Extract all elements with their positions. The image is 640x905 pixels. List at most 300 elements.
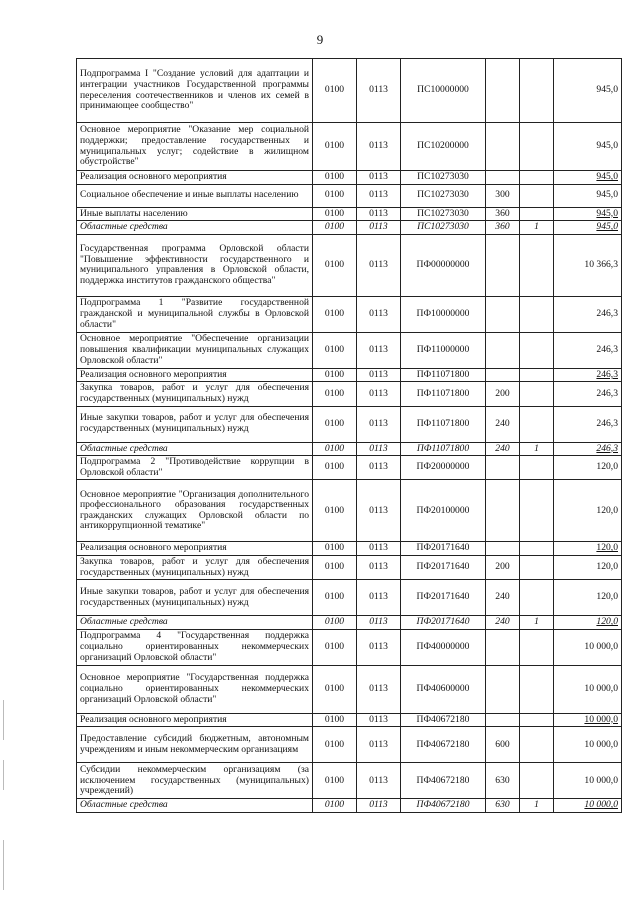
- row-name: [77, 616, 313, 630]
- row-subsection-text: 0113: [369, 461, 388, 473]
- row-section-text: 0100: [324, 221, 345, 233]
- row-name: [77, 171, 313, 185]
- table-row: [77, 763, 622, 799]
- row-target-article: [401, 406, 486, 442]
- row-section-text: 0100: [324, 387, 345, 399]
- row-subsection-text: 0113: [369, 713, 388, 725]
- row-expense-type-text: 240: [495, 442, 510, 454]
- row-name-text: Областные средства: [80, 799, 168, 811]
- row-subsection: [357, 296, 401, 332]
- row-amount-text: 120,0: [596, 591, 618, 603]
- row-section-text: 0100: [324, 258, 345, 270]
- row-name: [77, 713, 313, 727]
- row-expense-type: [486, 171, 520, 185]
- row-name-text: Закупка товаров, работ и услуг для обеспечения государственных (муниципальных) нужд: [80, 382, 309, 404]
- row-funding-source: [520, 184, 554, 207]
- row-subsection-text: 0113: [369, 140, 388, 152]
- row-amount-text: 10 000,0: [584, 640, 618, 652]
- row-subsection-text: 0113: [369, 682, 388, 694]
- row-target-article-text: ПФ11071800: [416, 368, 470, 380]
- row-amount-text: 246,3: [596, 307, 618, 319]
- row-subsection: [357, 406, 401, 442]
- row-section: [313, 456, 357, 480]
- row-target-article: [401, 629, 486, 665]
- row-subsection: [357, 480, 401, 542]
- row-name: [77, 123, 313, 171]
- row-subsection-text: 0113: [369, 640, 388, 652]
- row-expense-type: [486, 123, 520, 171]
- row-subsection-text: 0113: [369, 504, 388, 516]
- row-subsection: [357, 542, 401, 556]
- row-section: [313, 555, 357, 579]
- row-section: [313, 171, 357, 185]
- row-section-text: 0100: [324, 442, 345, 454]
- row-amount-text: 10 000,0: [584, 682, 618, 694]
- row-expense-type: [486, 59, 520, 123]
- row-expense-type: [486, 332, 520, 368]
- row-funding-source: [520, 629, 554, 665]
- row-name: [77, 480, 313, 542]
- row-name-text: Субсидии некоммерческим организациям (за исключением государственных (муниципальных) учреждений): [80, 763, 309, 797]
- row-funding-source-text: 1: [534, 442, 539, 454]
- row-funding-source: [520, 207, 554, 221]
- row-funding-source: [520, 406, 554, 442]
- row-target-article-text: ПФ20171640: [416, 616, 470, 628]
- row-target-article-text: ПС10200000: [417, 140, 469, 152]
- scan-mark: [3, 700, 4, 740]
- row-section: [313, 580, 357, 616]
- row-amount-text: 945,0: [596, 189, 618, 201]
- row-target-article: [401, 555, 486, 579]
- row-target-article-text: ПФ10000000: [416, 307, 470, 319]
- row-expense-type-text: 600: [495, 738, 510, 750]
- row-subsection-text: 0113: [369, 799, 388, 811]
- row-subsection-text: 0113: [369, 616, 388, 628]
- table-row: [77, 207, 622, 221]
- row-amount-text: 120,0: [596, 504, 618, 516]
- row-section: [313, 713, 357, 727]
- row-section-text: 0100: [324, 542, 345, 554]
- row-expense-type: [486, 713, 520, 727]
- row-subsection: [357, 713, 401, 727]
- table-row: [77, 332, 622, 368]
- row-subsection: [357, 234, 401, 296]
- row-name: [77, 184, 313, 207]
- row-target-article: [401, 713, 486, 727]
- row-expense-type-text: 360: [495, 221, 510, 233]
- table-row: [77, 234, 622, 296]
- row-target-article-text: ПФ40672180: [416, 713, 470, 725]
- row-subsection-text: 0113: [369, 343, 388, 355]
- row-amount-text: 945,0: [596, 84, 618, 96]
- row-amount-text: 246,3: [596, 442, 618, 454]
- row-target-article: [401, 616, 486, 630]
- row-amount-text: 246,3: [596, 343, 618, 355]
- row-section: [313, 123, 357, 171]
- row-amount: [554, 171, 622, 185]
- row-name-text: Реализация основного мероприятия: [80, 368, 227, 380]
- row-amount-text: 120,0: [596, 461, 618, 473]
- row-subsection: [357, 727, 401, 763]
- row-expense-type: [486, 616, 520, 630]
- row-subsection: [357, 59, 401, 123]
- row-section: [313, 799, 357, 813]
- row-amount: [554, 580, 622, 616]
- row-name-text: Реализация основного мероприятия: [80, 713, 227, 725]
- row-target-article: [401, 542, 486, 556]
- row-section-text: 0100: [324, 591, 345, 603]
- row-subsection: [357, 368, 401, 382]
- row-target-article-text: ПФ40672180: [416, 799, 470, 811]
- row-subsection-text: 0113: [369, 542, 388, 554]
- row-target-article: [401, 382, 486, 406]
- row-expense-type-text: 240: [495, 616, 510, 628]
- row-section-text: 0100: [324, 738, 345, 750]
- row-section: [313, 296, 357, 332]
- row-name: [77, 799, 313, 813]
- row-name-text: Подпрограмма 1 "Развитие государственной гражданской и муниципальной службы в Орловской области": [80, 297, 309, 330]
- row-expense-type: [486, 665, 520, 713]
- table-row: [77, 171, 622, 185]
- row-subsection-text: 0113: [369, 171, 388, 182]
- row-amount: [554, 332, 622, 368]
- row-name-text: Реализация основного мероприятия: [80, 171, 227, 182]
- row-funding-source-text: 1: [534, 221, 539, 233]
- table-row: [77, 542, 622, 556]
- row-subsection: [357, 665, 401, 713]
- row-section: [313, 382, 357, 406]
- row-amount: [554, 555, 622, 579]
- row-target-article: [401, 234, 486, 296]
- row-section: [313, 665, 357, 713]
- row-name: [77, 442, 313, 456]
- row-subsection: [357, 184, 401, 207]
- row-target-article: [401, 171, 486, 185]
- row-target-article: [401, 123, 486, 171]
- row-subsection-text: 0113: [369, 368, 388, 380]
- row-subsection-text: 0113: [369, 442, 388, 454]
- row-expense-type: [486, 184, 520, 207]
- row-section-text: 0100: [324, 799, 345, 811]
- row-funding-source: [520, 382, 554, 406]
- row-target-article-text: ПС10273030: [417, 189, 469, 201]
- row-amount: [554, 542, 622, 556]
- row-section-text: 0100: [324, 368, 345, 380]
- row-target-article-text: ПФ11071800: [416, 387, 470, 399]
- row-amount-text: 945,0: [596, 140, 618, 152]
- row-target-article-text: ПС10000000: [417, 84, 469, 96]
- table-row: [77, 296, 622, 332]
- row-target-article: [401, 480, 486, 542]
- row-subsection: [357, 629, 401, 665]
- row-funding-source: [520, 665, 554, 713]
- row-target-article: [401, 184, 486, 207]
- row-funding-source: [520, 221, 554, 235]
- row-name-text: Иные выплаты населению: [80, 207, 188, 219]
- row-expense-type: [486, 580, 520, 616]
- row-amount: [554, 456, 622, 480]
- row-section: [313, 207, 357, 221]
- row-funding-source-text: 1: [534, 616, 539, 628]
- table-row: [77, 665, 622, 713]
- row-subsection-text: 0113: [369, 561, 388, 573]
- row-expense-type: [486, 629, 520, 665]
- row-subsection-text: 0113: [369, 207, 388, 219]
- row-target-article: [401, 727, 486, 763]
- row-section: [313, 629, 357, 665]
- row-amount: [554, 406, 622, 442]
- row-section-text: 0100: [324, 207, 345, 219]
- row-target-article-text: ПФ40600000: [416, 682, 470, 694]
- row-name: [77, 221, 313, 235]
- row-name-text: Областные средства: [80, 221, 168, 233]
- row-name: [77, 665, 313, 713]
- row-target-article-text: ПФ20171640: [416, 542, 470, 554]
- row-section: [313, 332, 357, 368]
- row-name: [77, 59, 313, 123]
- row-name-text: Подпрограмма I "Создание условий для адаптации и интеграции участников Государственной программы переселения соотечественников и членов их семей в принимающее сообщество": [80, 68, 309, 112]
- table-row: [77, 406, 622, 442]
- row-target-article: [401, 665, 486, 713]
- budget-table: [76, 58, 622, 813]
- row-name-text: Подпрограмма 2 "Противодействие коррупции в Орловской области": [80, 456, 309, 478]
- row-amount-text: 10 000,0: [584, 774, 618, 786]
- table-row: [77, 442, 622, 456]
- table-row: [77, 382, 622, 406]
- row-section-text: 0100: [324, 682, 345, 694]
- row-name-text: Социальное обеспечение и иные выплаты населению: [80, 189, 299, 201]
- row-amount: [554, 727, 622, 763]
- row-section: [313, 59, 357, 123]
- row-section: [313, 234, 357, 296]
- row-name: [77, 763, 313, 799]
- row-amount: [554, 184, 622, 207]
- row-expense-type: [486, 727, 520, 763]
- row-funding-source: [520, 368, 554, 382]
- row-subsection: [357, 555, 401, 579]
- scan-mark: [3, 840, 4, 890]
- row-expense-type-text: 300: [495, 189, 510, 201]
- scan-mark: [3, 760, 4, 790]
- row-amount: [554, 665, 622, 713]
- row-amount-text: 120,0: [596, 561, 618, 573]
- row-amount: [554, 799, 622, 813]
- row-name: [77, 542, 313, 556]
- row-funding-source: [520, 456, 554, 480]
- row-funding-source: [520, 727, 554, 763]
- row-amount-text: 10 000,0: [584, 738, 618, 750]
- row-name-text: Основное мероприятие "Обеспечение организации повышения квалификации муниципальных служащих Орловской области": [80, 333, 309, 366]
- row-subsection: [357, 763, 401, 799]
- row-section: [313, 727, 357, 763]
- row-name: [77, 580, 313, 616]
- row-target-article-text: ПФ20171640: [416, 591, 470, 603]
- row-amount-text: 246,3: [596, 368, 618, 380]
- row-amount-text: 246,3: [596, 417, 618, 429]
- row-section-text: 0100: [324, 561, 345, 573]
- row-amount-text: 945,0: [596, 207, 618, 219]
- row-funding-source: [520, 542, 554, 556]
- row-expense-type: [486, 296, 520, 332]
- row-expense-type: [486, 555, 520, 579]
- row-name-text: Государственная программа Орловской области "Повышение эффективности государственного и муниципального управления в Орловской области, поддержка институтов гражданского общества": [80, 243, 309, 286]
- row-target-article-text: ПС10273030: [417, 221, 469, 233]
- row-amount: [554, 234, 622, 296]
- row-target-article: [401, 763, 486, 799]
- row-section-text: 0100: [324, 84, 345, 96]
- row-name-text: Подпрограмма 4 "Государственная поддержка социально ориентированных некоммерческих организаций Орловской области": [80, 630, 309, 663]
- row-expense-type-text: 200: [495, 387, 510, 399]
- row-section: [313, 368, 357, 382]
- row-section-text: 0100: [324, 307, 345, 319]
- row-expense-type: [486, 542, 520, 556]
- row-name: [77, 727, 313, 763]
- row-section-text: 0100: [324, 417, 345, 429]
- table-row: [77, 184, 622, 207]
- row-target-article: [401, 368, 486, 382]
- row-section-text: 0100: [324, 640, 345, 652]
- row-expense-type: [486, 799, 520, 813]
- row-amount-text: 10 366,3: [584, 258, 618, 270]
- row-amount: [554, 296, 622, 332]
- row-subsection-text: 0113: [369, 221, 388, 233]
- row-name-text: Предоставление субсидий бюджетным, автономным учреждениям и иным некоммерческим организациям: [80, 733, 309, 755]
- row-name-text: Закупка товаров, работ и услуг для обеспечения государственных (муниципальных) нужд: [80, 555, 309, 578]
- row-target-article: [401, 221, 486, 235]
- row-funding-source: [520, 123, 554, 171]
- row-section-text: 0100: [324, 774, 345, 786]
- row-amount-text: 120,0: [596, 542, 618, 554]
- row-target-article: [401, 332, 486, 368]
- row-section: [313, 616, 357, 630]
- row-target-article-text: ПФ11000000: [416, 343, 470, 355]
- row-subsection-text: 0113: [369, 307, 388, 319]
- row-target-article: [401, 59, 486, 123]
- row-target-article-text: ПФ40672180: [416, 738, 470, 750]
- row-target-article-text: ПС10273030: [417, 207, 469, 219]
- row-funding-source-text: 1: [534, 799, 539, 811]
- row-subsection: [357, 580, 401, 616]
- row-name-text: Иные закупки товаров, работ и услуг для обеспечения государственных (муниципальных) нужд: [80, 412, 309, 435]
- row-amount: [554, 221, 622, 235]
- row-target-article-text: ПФ40000000: [416, 640, 470, 652]
- row-expense-type: [486, 406, 520, 442]
- row-funding-source: [520, 171, 554, 185]
- row-funding-source: [520, 332, 554, 368]
- row-name: [77, 368, 313, 382]
- row-expense-type: [486, 456, 520, 480]
- row-subsection-text: 0113: [369, 387, 388, 399]
- row-name: [77, 629, 313, 665]
- row-subsection-text: 0113: [369, 84, 388, 96]
- row-amount: [554, 763, 622, 799]
- row-section-text: 0100: [324, 140, 345, 152]
- row-name-text: Основное мероприятие "Организация дополнительного профессионального образования государственных гражданских служащих Орловской области по антикоррупционной тематике": [80, 488, 309, 532]
- row-section: [313, 763, 357, 799]
- row-target-article-text: ПФ11071800: [416, 417, 470, 429]
- row-subsection-text: 0113: [369, 258, 388, 270]
- row-expense-type: [486, 207, 520, 221]
- row-subsection: [357, 799, 401, 813]
- row-amount: [554, 616, 622, 630]
- row-section-text: 0100: [324, 713, 345, 725]
- row-name: [77, 456, 313, 480]
- row-target-article: [401, 296, 486, 332]
- row-target-article: [401, 207, 486, 221]
- row-amount-text: 246,3: [596, 387, 618, 399]
- row-name: [77, 406, 313, 442]
- row-expense-type-text: 360: [495, 207, 510, 219]
- row-funding-source: [520, 59, 554, 123]
- row-amount: [554, 207, 622, 221]
- row-section-text: 0100: [324, 461, 345, 473]
- table-body: [77, 59, 622, 813]
- row-section: [313, 442, 357, 456]
- row-name-text: Иные закупки товаров, работ и услуг для обеспечения государственных (муниципальных) нужд: [80, 586, 309, 608]
- row-subsection: [357, 616, 401, 630]
- row-section-text: 0100: [324, 171, 345, 182]
- row-expense-type: [486, 368, 520, 382]
- row-expense-type-text: 240: [495, 591, 510, 603]
- row-funding-source: [520, 799, 554, 813]
- row-name: [77, 382, 313, 406]
- table-row: [77, 59, 622, 123]
- row-name-text: Реализация основного мероприятия: [80, 542, 227, 554]
- table-row: [77, 368, 622, 382]
- row-expense-type: [486, 442, 520, 456]
- row-subsection: [357, 442, 401, 456]
- row-target-article-text: ПФ00000000: [416, 258, 470, 270]
- row-expense-type-text: 630: [495, 799, 510, 811]
- row-subsection: [357, 332, 401, 368]
- row-subsection-text: 0113: [369, 591, 388, 603]
- row-section-text: 0100: [324, 343, 345, 355]
- table-row: [77, 221, 622, 235]
- row-amount-text: 10 000,0: [584, 713, 618, 725]
- row-expense-type-text: 630: [495, 774, 510, 786]
- row-funding-source: [520, 763, 554, 799]
- table-row: [77, 456, 622, 480]
- row-amount: [554, 382, 622, 406]
- row-name: [77, 332, 313, 368]
- table-row: [77, 616, 622, 630]
- table-row: [77, 629, 622, 665]
- table-row: [77, 799, 622, 813]
- row-section: [313, 184, 357, 207]
- row-expense-type: [486, 234, 520, 296]
- row-amount-text: 120,0: [596, 616, 618, 628]
- row-expense-type: [486, 382, 520, 406]
- row-section-text: 0100: [324, 616, 345, 628]
- row-section: [313, 406, 357, 442]
- row-funding-source: [520, 480, 554, 542]
- row-expense-type: [486, 763, 520, 799]
- table-row: [77, 713, 622, 727]
- row-amount: [554, 123, 622, 171]
- row-target-article: [401, 456, 486, 480]
- row-funding-source: [520, 296, 554, 332]
- row-amount: [554, 59, 622, 123]
- row-target-article-text: ПФ40672180: [416, 774, 470, 786]
- row-subsection: [357, 171, 401, 185]
- row-target-article: [401, 442, 486, 456]
- row-section-text: 0100: [324, 504, 345, 516]
- row-name: [77, 555, 313, 579]
- table-row: [77, 555, 622, 579]
- row-amount-text: 10 000,0: [584, 799, 618, 811]
- row-amount: [554, 368, 622, 382]
- row-funding-source: [520, 713, 554, 727]
